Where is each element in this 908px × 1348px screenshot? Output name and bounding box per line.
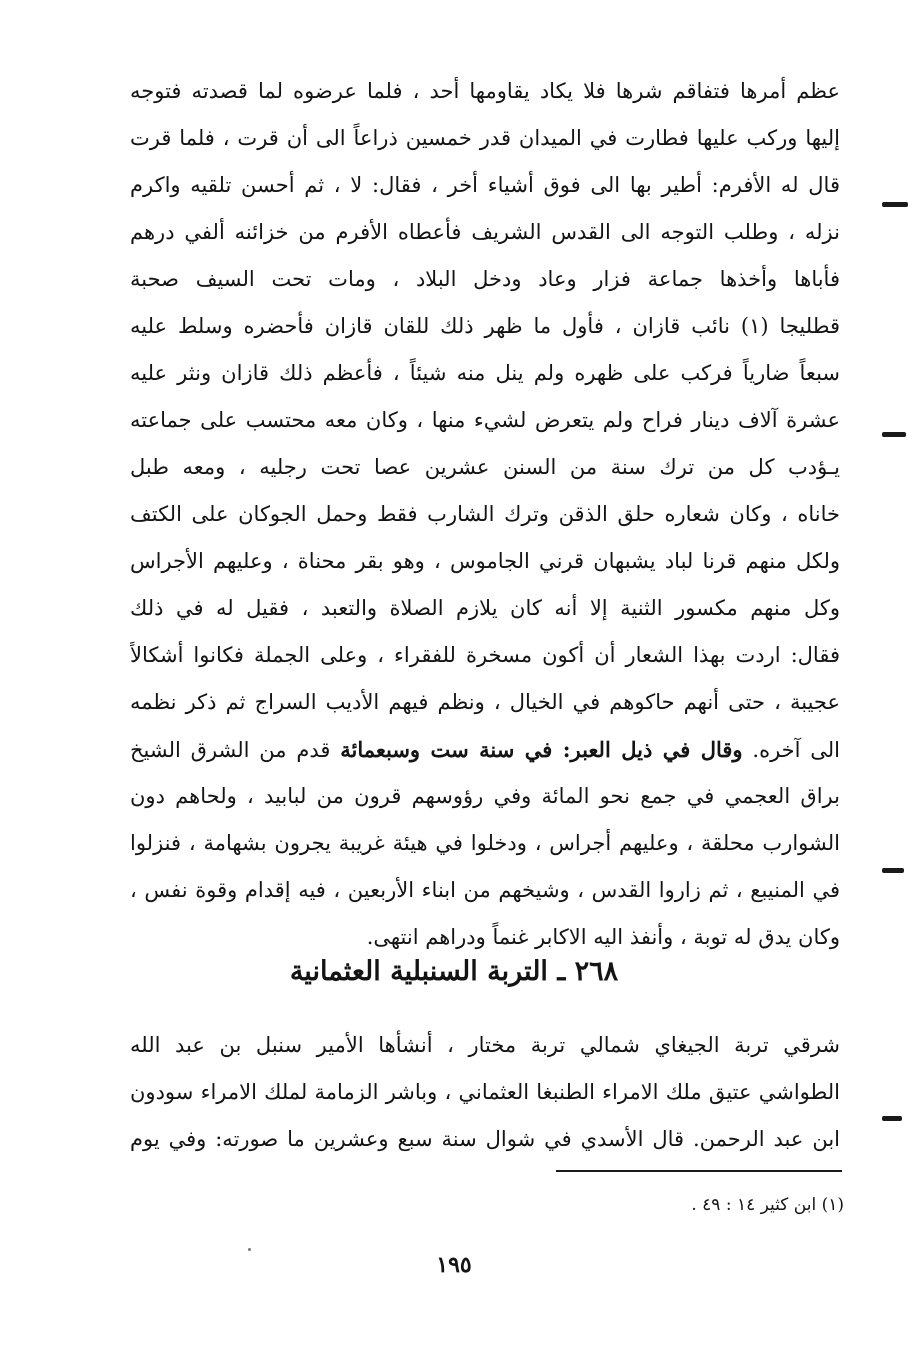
text-line: خاناه ، وكان شعاره حلق الذقن وترك الشارب فقط وحمل الجوكان على الكتف [130, 502, 840, 526]
text-line: سبعاً ضارياً فركب على ظهره ولم ينل منه شيئاً ، فأعظم ذلك قازان ونثر عليه [130, 361, 840, 385]
text-line: ابن عبد الرحمن. قال الأسدي في شوال سنة سبع وعشرين ما صورته: وفي يوم [130, 1127, 840, 1151]
text-line: عجيبة ، حتى أنهم حاكوهم في الخيال ، ونظم فيهم الأديب السراج ثم ذكر نظمه [130, 690, 840, 714]
scan-speck [248, 1248, 251, 1251]
text-line: في المنيبع ، ثم زاروا القدس ، وشيخهم من ابناء الأربعين ، فيه إقدام وقوة نفس ، [130, 878, 840, 902]
line-lead-text: الى آخره. [752, 738, 840, 762]
text-line-with-citation [130, 726, 840, 773]
text-line: شرقي تربة الجيغاي شمالي تربة مختار ، أنشأها الأمير سنبل بن عبد الله [130, 1033, 840, 1057]
text-line: يـؤدب كل من ترك سنة من السنن عشرين عصا تحت رجليه ، ومعه طبل [130, 455, 840, 479]
text-line: قال له الأفرم: أطير بها الى فوق أشياء أخر ، فقال: لا ، ثم أحسن تلقيه واكرم [130, 173, 840, 197]
text-line: عظم أمرها فتفاقم شرها فلا يكاد يقاومها أحد ، فلما عرضوه لما قصدته فتوجه [130, 79, 840, 103]
margin-mark [882, 1116, 902, 1121]
text-line: عشرة آلاف دينار فراح ولم يتعرض لشيء منها ، وكان معه محتسب على جماعته [130, 408, 840, 432]
text-line: قطليجا (١) نائب قازان ، فأول ما ظهر ذلك للقان قازان فأحضره وسلط عليه [130, 314, 840, 338]
text-line: وكان يدق له توبة ، وأنفذ اليه الاكابر غنماً ودراهم انتهى. [366, 925, 840, 949]
footnote-rule [556, 1170, 842, 1172]
text-line: ولكل منهم قرنا لباد يشبهان قرني الجاموس ، وهو بقر محناة ، وعليهم الأجراس [130, 549, 840, 573]
text-line: براق العجمي في جمع نحو المائة وفي رؤوسهم قرون من لبابيد ، ولحاهم دون [130, 784, 840, 808]
margin-mark [882, 868, 904, 873]
main-paragraph [130, 68, 840, 961]
text-line: فأباها وأخذها جماعة فزار وعاد ودخل البلاد ، ومات تحت السيف صحبة [130, 267, 840, 291]
text-line: الطواشي عتيق ملك الامراء الطنبغا العثماني ، وباشر الزمامة لملك الامراء سودون [130, 1080, 840, 1104]
text-line: نزله ، وطلب التوجه الى القدس الشريف فأعطاه الأفرم من خزائنه ألفي درهم [130, 220, 840, 244]
page-number: ١٩٥ [436, 1252, 472, 1278]
citation-bold: وقال في ذيل العبر: في سنة ست وسبعمائة [340, 737, 743, 762]
margin-mark [882, 432, 906, 437]
line-tail-text: قدم من الشرق الشيخ [130, 738, 331, 762]
margin-mark [882, 202, 908, 207]
text-line: الشوارب محلقة ، وعليهم أجراس ، ودخلوا في هيئة غريبة يجرون بشهامة ، فنزلوا [130, 831, 840, 855]
footnote: (١) ابن كثير ١٤ : ٤٩ . [691, 1195, 844, 1215]
section-heading: ٢٦٨ ـ التربة السنبلية العثمانية [289, 956, 619, 987]
section-paragraph [130, 1022, 840, 1163]
text-line: وكل منهم مكسور الثنية إلا أنه كان يلازم الصلاة والتعبد ، فقيل له في ذلك [130, 596, 840, 620]
text-line: إليها وركب عليها فطارت في الميدان قدر خمسين ذراعاً الى أن قرت ، فلما قرت [130, 126, 840, 150]
text-line: فقال: اردت بهذا الشعار أن أكون مسخرة للفقراء ، وعلى الجملة فكانوا أشكالاً [130, 643, 840, 667]
